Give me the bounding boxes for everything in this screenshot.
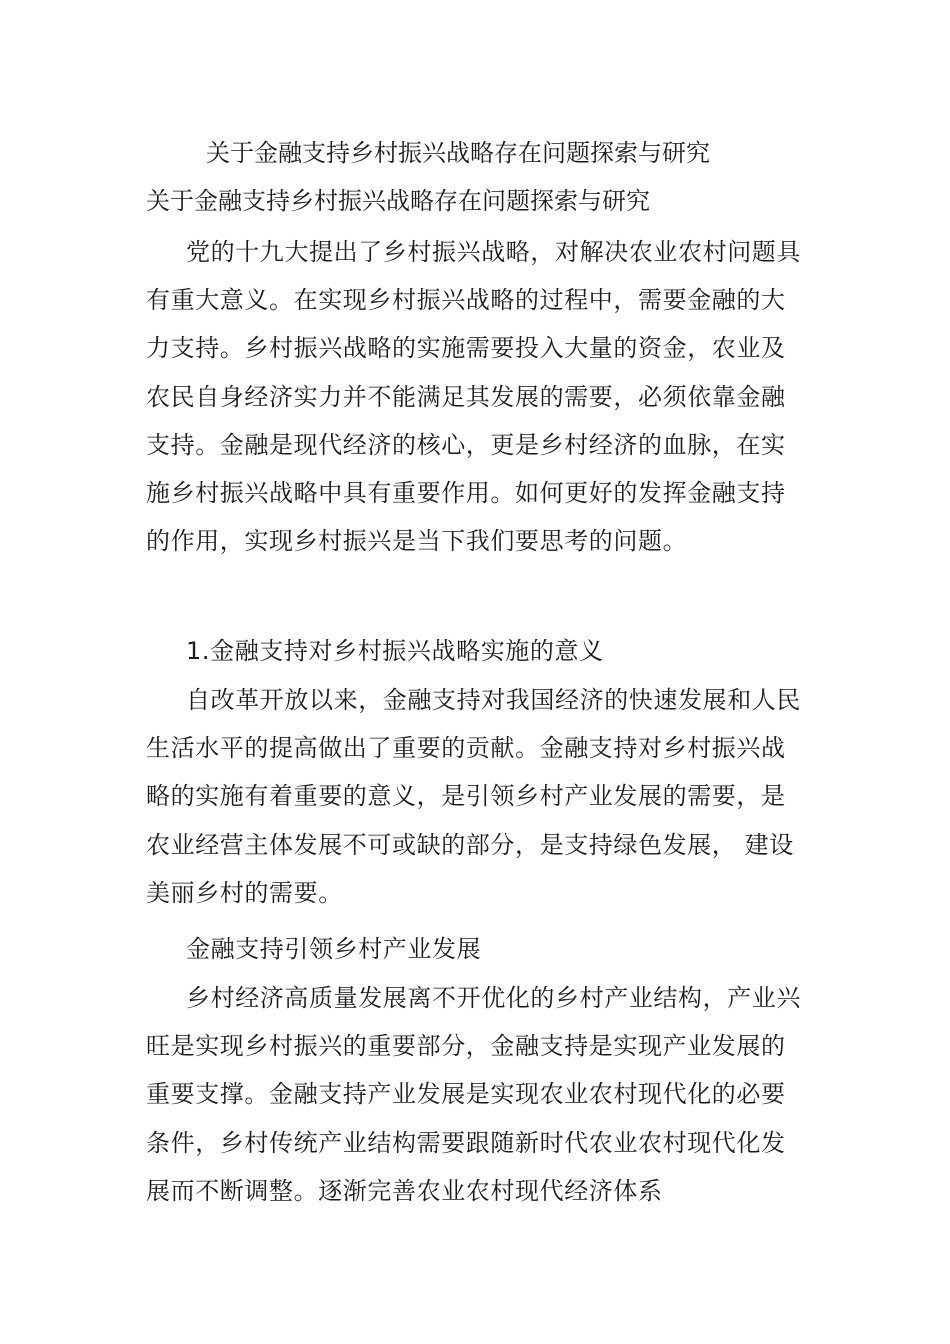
document-title: 关于金融支持乡村振兴战略存在问题探索与研究 <box>206 139 710 167</box>
paragraph-industry: 乡村经济高质量发展离不开优化的乡村产业结构，产业兴旺是实现乡村振兴的重要部分，金融支持是实现产业发展的重要支撑。金融支持产业发展是实现农业农村现代化的必要条件，乡村传统产业结构需要跟随新时代农业农村现代化发展而不断调整。逐渐完善农业农村现代经济体系 <box>146 984 801 1205</box>
paragraph-significance: 自改革开放以来，金融支持对我国经济的快速发展和人民生活水平的提高做出了重要的贡献。金融支持对乡村振兴战略的实施有着重要的意义，是引领乡村产业发展的需要，是农业经营主体发展不可或缺的部分，是支持绿色发展， 建设美丽乡村的需要。 <box>146 686 801 907</box>
document-subtitle: 关于金融支持乡村振兴战略存在问题探索与研究 <box>146 187 650 215</box>
paragraph-intro: 党的十九大提出了乡村振兴战略，对解决农业农村问题具有重大意义。在实现乡村振兴战略的过程中，需要金融的大力支持。乡村振兴战略的实施需要投入大量的资金，农业及农民自身经济实力并不能满足其发展的需要，必须依靠金融支持。金融是现代经济的核心，更是乡村经济的血脉，在实施乡村振兴战略中具有重要作用。如何更好的发挥金融支持的作用，实现乡村振兴是当下我们要思考的问题。 <box>146 238 801 556</box>
section-heading-significance: 1.金融支持对乡村振兴战略实施的意义 <box>186 637 604 665</box>
subsection-heading-industry: 金融支持引领乡村产业发展 <box>186 935 482 963</box>
